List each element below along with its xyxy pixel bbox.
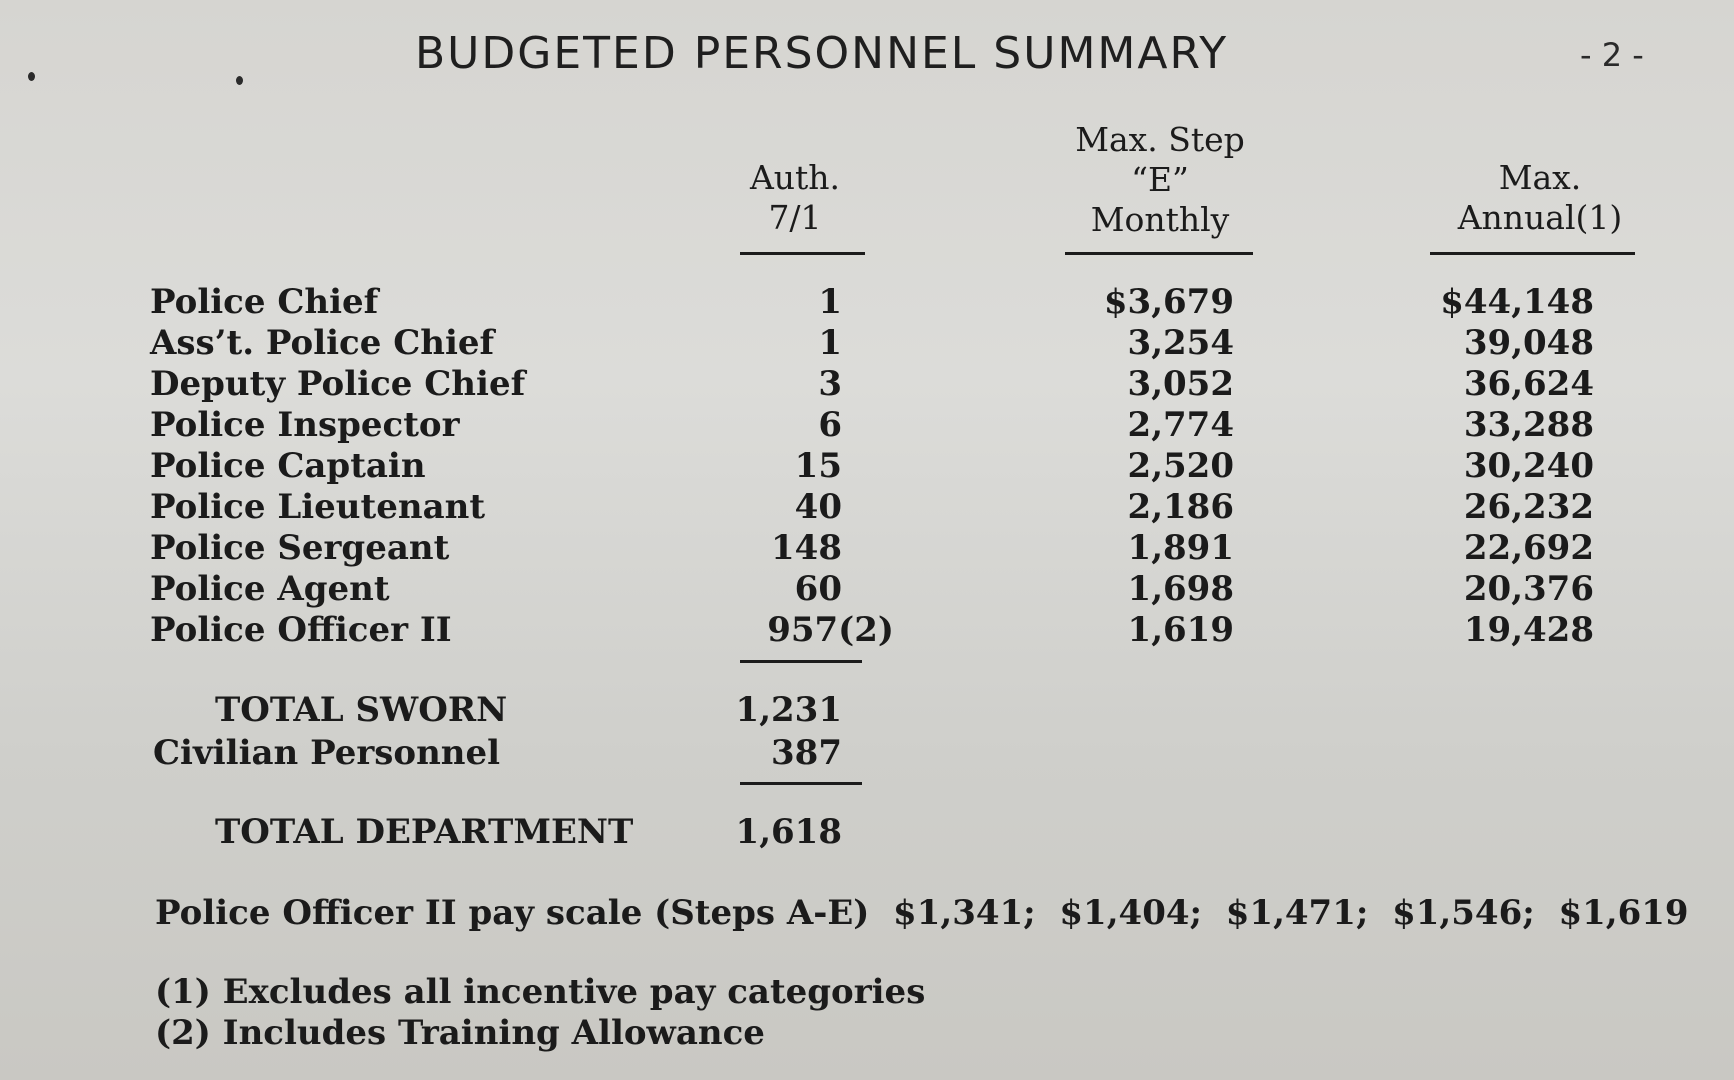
footnote: (2) Includes Training Allowance xyxy=(155,1013,765,1053)
auth-header-line2: 7/1 xyxy=(768,198,822,237)
auth-count: 15 xyxy=(794,446,842,486)
footnote: (1) Excludes all incentive pay categories xyxy=(155,972,926,1012)
total-department-value: 1,618 xyxy=(735,812,842,852)
monthly-header-line2: “E” xyxy=(1131,160,1189,199)
annual-pay: 30,240 xyxy=(1463,446,1594,486)
total-sworn-value: 1,231 xyxy=(735,690,842,730)
subtotal-rule xyxy=(740,660,862,663)
annual-pay: 33,288 xyxy=(1463,405,1594,445)
position-name: Police Chief xyxy=(150,282,379,322)
page-title: BUDGETED PERSONNEL SUMMARY xyxy=(415,28,1229,79)
monthly-pay: $3,679 xyxy=(1103,282,1234,322)
annual-pay: 22,692 xyxy=(1463,528,1594,568)
monthly-pay: 1,891 xyxy=(1127,528,1234,568)
annual-pay: $44,148 xyxy=(1440,282,1594,322)
table-row xyxy=(0,323,1734,363)
auth-count: 40 xyxy=(794,487,842,527)
auth-count: 957(2) xyxy=(767,610,894,650)
ink-speck xyxy=(236,76,243,85)
annual-header-line2: Annual(1) xyxy=(1457,198,1623,237)
position-name: Police Agent xyxy=(150,569,390,609)
auth-count: 148 xyxy=(771,528,842,568)
annual-pay: 39,048 xyxy=(1463,323,1594,363)
annual-pay: 19,428 xyxy=(1463,610,1594,650)
table-row xyxy=(0,282,1734,322)
monthly-header-line3: Monthly xyxy=(1090,200,1230,239)
position-name: Police Captain xyxy=(150,446,426,486)
auth-count: 3 xyxy=(818,364,842,404)
table-row xyxy=(0,364,1734,404)
annual-header-rule xyxy=(1430,252,1635,255)
position-name: Ass’t. Police Chief xyxy=(150,323,495,363)
position-name: Police Lieutenant xyxy=(150,487,486,527)
monthly-pay: 3,052 xyxy=(1127,364,1234,404)
page-number: - 2 - xyxy=(1580,36,1644,74)
total-sworn-label: TOTAL SWORN xyxy=(215,690,508,730)
monthly-pay: 1,619 xyxy=(1127,610,1234,650)
auth-header xyxy=(730,158,860,238)
position-name: Police Inspector xyxy=(150,405,460,445)
position-name: Police Officer II xyxy=(150,610,452,650)
table-row xyxy=(0,569,1734,609)
monthly-header-line1: Max. Step xyxy=(1075,120,1245,159)
table-row xyxy=(0,405,1734,445)
annual-pay: 26,232 xyxy=(1463,487,1594,527)
position-name: Deputy Police Chief xyxy=(150,364,526,404)
total-rule xyxy=(740,782,862,785)
auth-count: 6 xyxy=(818,405,842,445)
civilian-personnel-value: 387 xyxy=(771,733,842,773)
position-name: Police Sergeant xyxy=(150,528,450,568)
ink-speck xyxy=(28,72,35,81)
table-row xyxy=(0,446,1734,486)
monthly-pay: 1,698 xyxy=(1127,569,1234,609)
table-row xyxy=(0,487,1734,527)
civilian-personnel-label: Civilian Personnel xyxy=(153,733,501,773)
monthly-pay: 3,254 xyxy=(1127,323,1234,363)
monthly-pay: 2,520 xyxy=(1127,446,1234,486)
table-row xyxy=(0,610,1734,650)
auth-count: 1 xyxy=(818,282,842,322)
annual-pay: 36,624 xyxy=(1463,364,1594,404)
auth-header-rule xyxy=(740,252,865,255)
annual-header xyxy=(1420,158,1660,238)
monthly-pay: 2,774 xyxy=(1127,405,1234,445)
monthly-pay: 2,186 xyxy=(1127,487,1234,527)
auth-count: 1 xyxy=(818,323,842,363)
auth-count: 60 xyxy=(794,569,842,609)
total-department-label: TOTAL DEPARTMENT xyxy=(215,812,634,852)
annual-pay: 20,376 xyxy=(1463,569,1594,609)
annual-header-line1: Max. xyxy=(1498,158,1582,197)
monthly-header-rule xyxy=(1065,252,1253,255)
auth-header-line1: Auth. xyxy=(749,158,841,197)
pay-scale-line: Police Officer II pay scale (Steps A-E) $1,341; $1,404; $1,471; $1,546; $1,619 xyxy=(155,893,1689,933)
table-row xyxy=(0,528,1734,568)
monthly-header xyxy=(1050,120,1270,240)
